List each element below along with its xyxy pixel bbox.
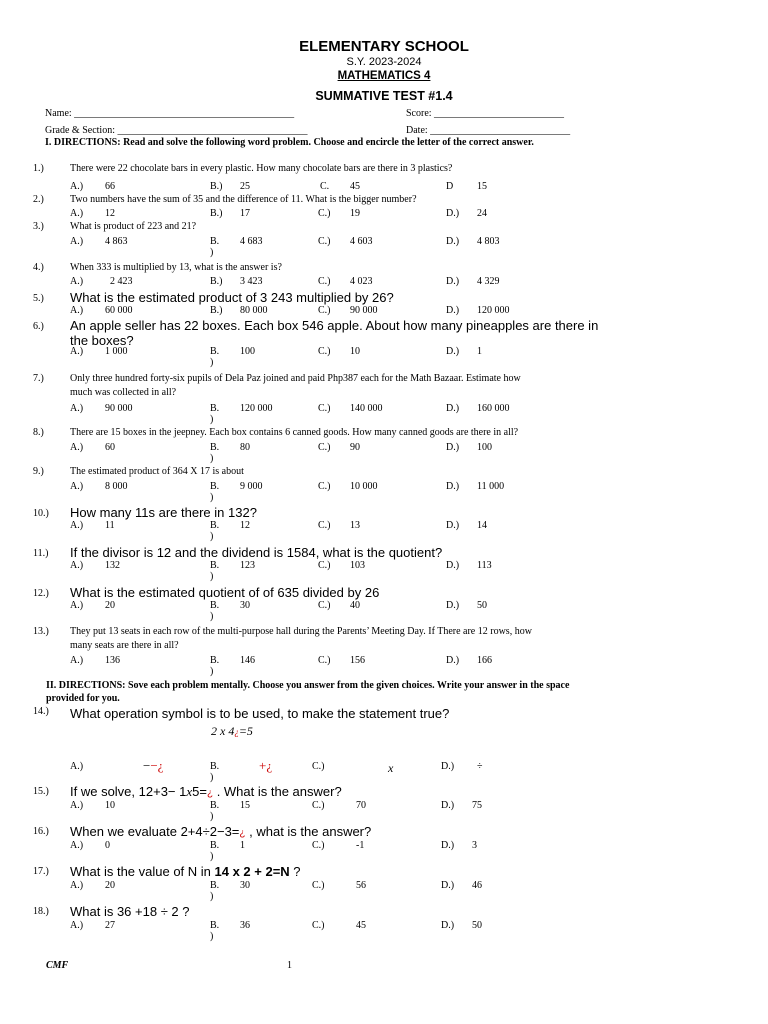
option-c-label: C. [320, 181, 330, 192]
option-c-label: C.) [312, 761, 325, 772]
question-number: 8.) [33, 427, 44, 438]
option-b-label: B. [210, 560, 220, 571]
option-d-value: 14 [477, 520, 487, 531]
option-c-label: C.) [312, 800, 325, 811]
option-b-label: B. [210, 761, 220, 772]
option-d-value: 46 [472, 880, 482, 891]
option-a-label: A.) [70, 276, 84, 287]
option-d-label: D.) [446, 236, 460, 247]
question-text-cont: much was collected in all? [70, 387, 177, 398]
paren: ) [210, 357, 214, 368]
option-c-label: C.) [312, 880, 325, 891]
option-b-label: B. [210, 236, 220, 247]
option-d-value: 15 [477, 181, 487, 192]
option-b-value: 123 [240, 560, 255, 571]
option-c-label: C.) [318, 481, 331, 492]
option-d-label: D.) [446, 208, 460, 219]
option-a-label: A.) [70, 920, 84, 931]
option-c-label: C.) [318, 208, 331, 219]
paren: ) [210, 414, 214, 425]
option-a-label: A.) [70, 305, 84, 316]
option-c-value: 140 000 [350, 403, 383, 414]
question-text: Two numbers have the sum of 35 and the difference of 11. What is the bigger number? [70, 194, 417, 205]
option-b-value: 25 [240, 181, 250, 192]
option-b-label: B. [210, 655, 220, 666]
option-b-label: B.) [210, 276, 223, 287]
option-a-value: 10 [105, 800, 115, 811]
subject-title: MATHEMATICS 4 [337, 70, 431, 82]
question-text: There were 22 chocolate bars in every plastic. How many chocolate bars are there in 3 plastics? [70, 163, 453, 174]
question-text: What is the estimated quotient of of 635 divided by 26 [70, 585, 380, 600]
option-a-label: A.) [70, 442, 84, 453]
footer-initials: CMF [46, 960, 69, 971]
question-text: The estimated product of 364 X 17 is about [70, 466, 244, 477]
question-text: Only three hundred forty-six pupils of Dela Paz joined and paid Php387 each for the Math Bazaar. Estimate how [70, 373, 521, 384]
option-a-value: −−¿ [143, 758, 164, 773]
option-d-value: 11 000 [477, 481, 505, 492]
part2-directions-cont: provided for you. [46, 693, 120, 704]
option-d-label: D.) [446, 305, 460, 316]
question-text: When we evaluate 2+4÷2−3=¿ , what is the answer? [70, 824, 372, 839]
option-b-label: B. [210, 920, 220, 931]
question-number: 1.) [33, 163, 44, 174]
question-number: 15.) [33, 786, 49, 797]
question-number: 13.) [33, 626, 49, 637]
option-b-value: 4 683 [240, 236, 263, 247]
option-b-value: 3 423 [240, 276, 263, 287]
option-c-value: 19 [350, 208, 360, 219]
option-c-value: 13 [350, 520, 360, 531]
test-title: SUMMATIVE TEST #1.4 [315, 89, 453, 103]
question-text: They put 13 seats in each row of the multi-purpose hall during the Parents’ Meeting Day. If There are 12 rows, how [70, 626, 532, 637]
option-c-label: C.) [318, 305, 331, 316]
question-number: 5.) [33, 293, 44, 304]
option-d-value: 1 [477, 346, 482, 357]
question-number: 14.) [33, 706, 49, 717]
option-c-label: C.) [312, 840, 325, 851]
equation: 2 x 4¿=5 [211, 724, 253, 738]
option-b-value: 1 [240, 840, 245, 851]
paren: ) [210, 931, 214, 942]
option-c-label: C.) [312, 920, 325, 931]
option-c-value: 10 000 [350, 481, 378, 492]
option-a-value: 2 423 [110, 276, 133, 287]
option-a-label: A.) [70, 560, 84, 571]
date-field[interactable]: Date: ____________________________ [406, 125, 571, 136]
part1-directions: I. DIRECTIONS: Read and solve the following word problem. Choose and encircle the letter of the correct answer. [45, 137, 534, 148]
question-text: What operation symbol is to be used, to make the statement true? [70, 706, 450, 721]
option-c-label: C.) [318, 520, 331, 531]
option-d-value: 120 000 [477, 305, 510, 316]
question-number: 17.) [33, 866, 49, 877]
option-d-value: 160 000 [477, 403, 510, 414]
option-b-label: B.) [210, 208, 223, 219]
option-d-label: D.) [446, 481, 460, 492]
option-c-label: C.) [318, 442, 331, 453]
option-a-label: A.) [70, 761, 84, 772]
option-d-value: 3 [472, 840, 477, 851]
grade-section-field[interactable]: Grade & Section: ______________________________________ [45, 125, 308, 136]
question-text: What is the estimated product of 3 243 multiplied by 26? [70, 290, 394, 305]
paren: ) [210, 811, 214, 822]
question-number: 16.) [33, 826, 49, 837]
option-b-value: 100 [240, 346, 255, 357]
option-a-value: 12 [105, 208, 115, 219]
option-a-value: 136 [105, 655, 120, 666]
option-c-value: 156 [350, 655, 365, 666]
option-b-value: 12 [240, 520, 250, 531]
paren: ) [210, 666, 214, 677]
question-text: What is 36 +18 ÷ 2 ? [70, 904, 190, 919]
option-d-label: D.) [446, 403, 460, 414]
option-a-value: 20 [105, 600, 115, 611]
option-d-value: 4 329 [477, 276, 500, 287]
question-text: An apple seller has 22 boxes. Each box 546 apple. About how many pineapples are there in [70, 318, 599, 333]
option-d-value: 4 803 [477, 236, 500, 247]
option-b-value: 17 [240, 208, 250, 219]
question-number: 2.) [33, 194, 44, 205]
question-number: 11.) [33, 548, 49, 559]
option-c-value: 56 [356, 880, 366, 891]
option-d-value: ÷ [477, 761, 483, 772]
option-a-label: A.) [70, 655, 84, 666]
option-d-label: D.) [441, 761, 455, 772]
option-d-value: 113 [477, 560, 492, 571]
paren: ) [210, 772, 214, 783]
option-c-value: 90 [350, 442, 360, 453]
paren: ) [210, 571, 214, 582]
option-d-label: D.) [446, 276, 460, 287]
option-c-label: C.) [318, 403, 331, 414]
option-d-label: D.) [446, 560, 460, 571]
option-b-label: B. [210, 481, 220, 492]
option-a-label: A.) [70, 403, 84, 414]
option-d-value: 75 [472, 800, 482, 811]
option-d-value: 24 [477, 208, 487, 219]
option-a-value: 27 [105, 920, 115, 931]
question-number: 18.) [33, 906, 49, 917]
option-b-value: 15 [240, 800, 250, 811]
question-number: 3.) [33, 221, 44, 232]
option-b-label: B.) [210, 181, 223, 192]
name-field[interactable]: Name: ____________________________________________ [45, 108, 295, 119]
option-b-label: B. [210, 880, 220, 891]
option-d-label: D.) [441, 800, 455, 811]
option-c-label: C.) [318, 236, 331, 247]
option-c-label: C.) [318, 276, 331, 287]
option-a-value: 0 [105, 840, 110, 851]
question-number: 9.) [33, 466, 44, 477]
question-text: What is the value of N in 14 x 2 + 2=N ? [70, 864, 301, 879]
option-a-value: 4 863 [105, 236, 128, 247]
option-b-label: B. [210, 403, 220, 414]
option-d-label: D.) [441, 920, 455, 931]
option-c-value: 103 [350, 560, 365, 571]
option-c-value: 90 000 [350, 305, 378, 316]
option-c-label: C.) [318, 655, 331, 666]
option-a-value: 132 [105, 560, 120, 571]
option-b-value: 80 [240, 442, 250, 453]
option-c-value: 40 [350, 600, 360, 611]
question-text-cont: the boxes? [70, 333, 134, 348]
option-c-value: 4 603 [350, 236, 373, 247]
option-b-value: +¿ [259, 758, 273, 773]
option-d-label: D.) [446, 346, 460, 357]
option-d-value: 50 [472, 920, 482, 931]
option-c-value: 70 [356, 800, 366, 811]
paren: ) [210, 851, 214, 862]
option-d-label: D.) [441, 880, 455, 891]
option-c-value: 10 [350, 346, 360, 357]
option-b-value: 30 [240, 600, 250, 611]
option-c-label: C.) [318, 346, 331, 357]
option-b-value: 30 [240, 880, 250, 891]
option-a-value: 90 000 [105, 403, 133, 414]
score-field[interactable]: Score: __________________________ [406, 108, 565, 119]
option-b-label: B. [210, 442, 220, 453]
option-a-value: 20 [105, 880, 115, 891]
option-a-label: A.) [70, 600, 84, 611]
option-b-value: 80 000 [240, 305, 268, 316]
option-a-value: 1 000 [105, 346, 128, 357]
option-c-value: 45 [356, 920, 366, 931]
page-number: 1 [287, 960, 292, 971]
option-a-label: A.) [70, 236, 84, 247]
option-b-label: B. [210, 800, 220, 811]
option-d-value: 100 [477, 442, 492, 453]
question-number: 10.) [33, 508, 49, 519]
option-b-label: B. [210, 840, 220, 851]
option-d-label: D.) [446, 442, 460, 453]
question-text: If the divisor is 12 and the dividend is 1584, what is the quotient? [70, 545, 443, 560]
option-b-label: B. [210, 520, 220, 531]
question-text: What is product of 223 and 21? [70, 221, 197, 232]
question-text: How many 11s are there in 132? [70, 505, 257, 520]
paren: ) [210, 453, 214, 464]
option-d-value: 166 [477, 655, 492, 666]
option-b-value: 120 000 [240, 403, 273, 414]
paren: ) [210, 891, 214, 902]
question-number: 12.) [33, 588, 49, 599]
paren: ) [210, 247, 214, 258]
option-d-label: D.) [446, 655, 460, 666]
option-a-label: A.) [70, 181, 84, 192]
option-a-label: A.) [70, 520, 84, 531]
option-a-label: A.) [70, 208, 84, 219]
option-a-label: A.) [70, 346, 84, 357]
option-a-label: A.) [70, 800, 84, 811]
option-a-value: 66 [105, 181, 115, 192]
paren: ) [210, 531, 214, 542]
question-number: 7.) [33, 373, 44, 384]
option-b-value: 36 [240, 920, 250, 931]
option-c-value: 45 [350, 181, 360, 192]
option-d-value: 50 [477, 600, 487, 611]
option-c-value: 4 023 [350, 276, 373, 287]
paren: ) [210, 492, 214, 503]
option-d-label: D.) [446, 520, 460, 531]
school-year: S.Y. 2023-2024 [346, 56, 422, 68]
option-d-label: D [446, 181, 454, 192]
option-d-label: D.) [446, 600, 460, 611]
question-text: When 333 is multiplied by 13, what is the answer is? [70, 262, 282, 273]
option-a-label: A.) [70, 880, 84, 891]
question-text: If we solve, 12+3− 1x5=¿ . What is the answer? [70, 784, 342, 799]
option-a-label: A.) [70, 840, 84, 851]
option-a-value: 11 [105, 520, 115, 531]
option-d-label: D.) [441, 840, 455, 851]
option-c-label: C.) [318, 560, 331, 571]
option-b-label: B.) [210, 305, 223, 316]
question-number: 6.) [33, 321, 44, 332]
question-text: There are 15 boxes in the jeepney. Each box contains 6 canned goods. How many canned goods are there in all? [70, 427, 519, 438]
school-name: ELEMENTARY SCHOOL [299, 38, 469, 55]
question-text-cont: many seats are there in all? [70, 640, 179, 651]
option-b-label: B. [210, 600, 220, 611]
option-a-value: 8 000 [105, 481, 128, 492]
option-a-value: 60 [105, 442, 115, 453]
part2-directions: II. DIRECTIONS: Sove each problem mentally. Choose you answer from the given choices. Write your answer in the space [46, 680, 570, 691]
question-number: 4.) [33, 262, 44, 273]
option-b-value: 9 000 [240, 481, 263, 492]
option-c-label: C.) [318, 600, 331, 611]
option-a-label: A.) [70, 481, 84, 492]
option-b-label: B. [210, 346, 220, 357]
option-c-value: x [388, 761, 394, 775]
paren: ) [210, 611, 214, 622]
option-a-value: 60 000 [105, 305, 133, 316]
option-b-value: 146 [240, 655, 255, 666]
option-c-value: -1 [356, 840, 365, 851]
